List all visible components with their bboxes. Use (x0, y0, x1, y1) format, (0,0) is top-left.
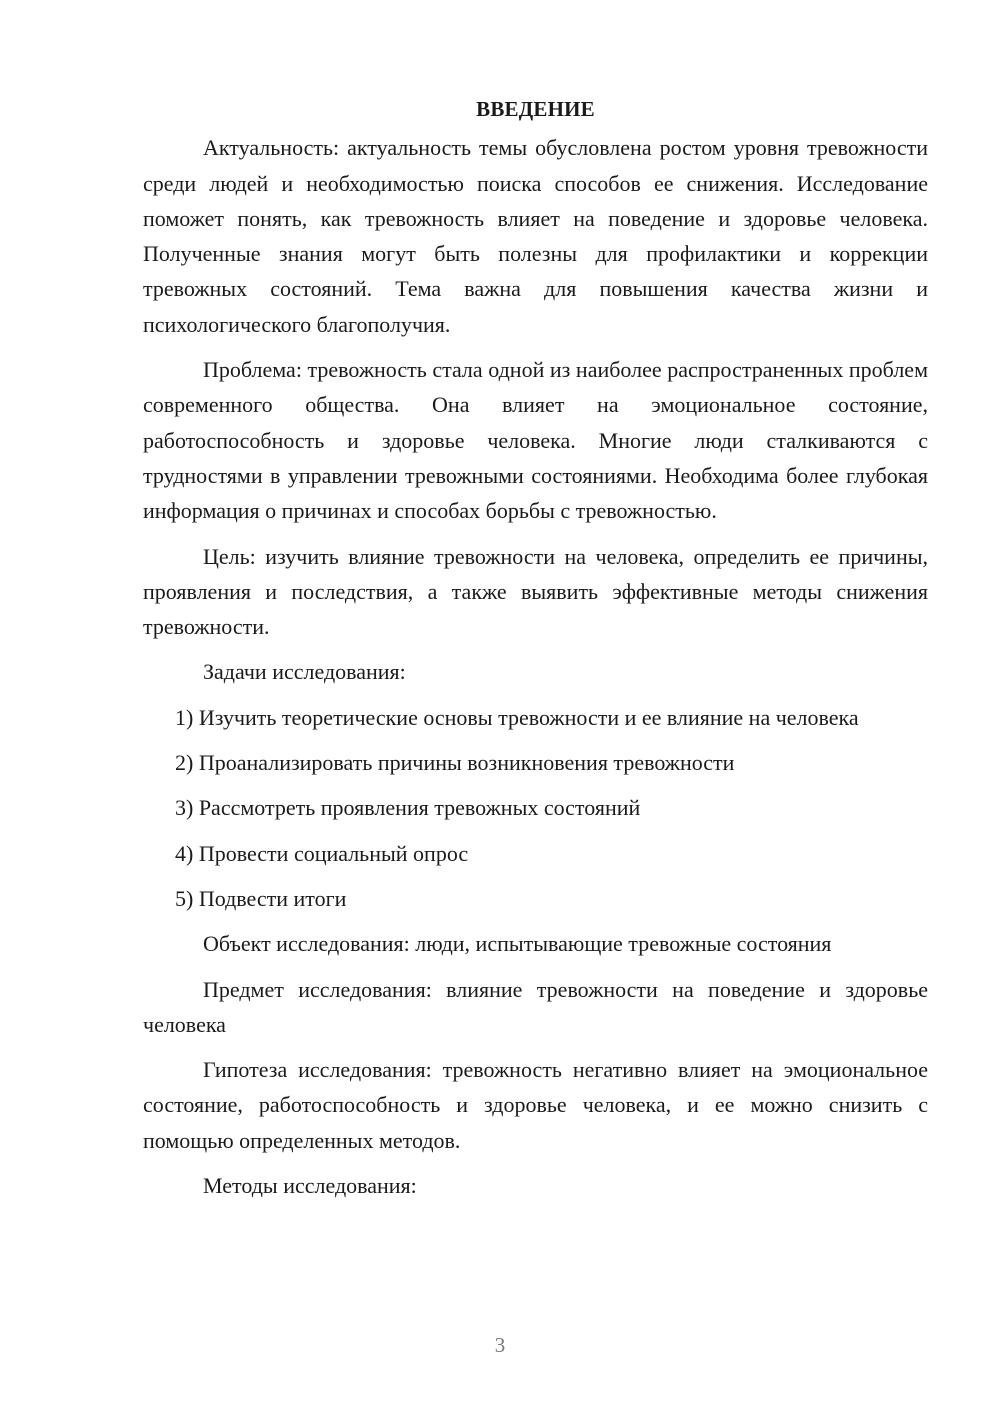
methods-title: Методы исследования: (203, 1173, 417, 1199)
list-item: 5) Подвести итоги (175, 885, 347, 911)
list-item: 3) Рассмотреть проявления тревожных состояний (175, 795, 641, 821)
paragraph-subject: Предмет исследования: влияние тревожности на поведение и здоровье человека (143, 976, 928, 1037)
list-item: 1) Изучить теоретические основы тревожности и ее влияние на человека (175, 704, 859, 730)
paragraph-object: Объект исследования: люди, испытывающие тревожные состояния (203, 931, 832, 957)
paragraph-goal: Цель: изучить влияние тревожности на человека, определить ее причины, проявления и последствия, а также выявить эффективные методы снижения тревожности. (143, 543, 928, 640)
tasks-title: Задачи исследования: (203, 659, 406, 685)
paragraph-hypothesis: Гипотеза исследования: тревожность негативно влияет на эмоциональное состояние, работоспособность и здоровье человека, и ее можно снизить с помощью определенных методов. (143, 1057, 928, 1153)
paragraph-problem: Проблема: тревожность стала одной из наиболее распространенных проблем современного общества. Она влияет на эмоциональное состояние, работоспособность и здоровье человека. Многие люди сталкиваются с трудностями в управлении тревожными состояниями. Необходима более глубокая информация о причинах и способах борьбы с тревожностью. (143, 357, 928, 524)
document-page (143, 92, 928, 1213)
paragraph-relevance: Актуальность: актуальность темы обусловлена ростом уровня тревожности среди людей и необходимостью поиска способов ее снижения. Исследование поможет понять, как тревожность влияет на поведение и здоровье человека. Полученные знания могут быть полезны для профилактики и коррекции тревожных состояний. Тема важна для повышения качества жизни и психологического благополучия. (143, 135, 928, 337)
tasks-list (143, 700, 928, 916)
list-item: 2) Проанализировать причины возникновения тревожности (175, 750, 735, 776)
page-number: 3 (494, 1333, 506, 1357)
list-item: 4) Провести социальный опрос (175, 840, 469, 866)
section-heading: ВВЕДЕНИЕ (476, 97, 595, 121)
